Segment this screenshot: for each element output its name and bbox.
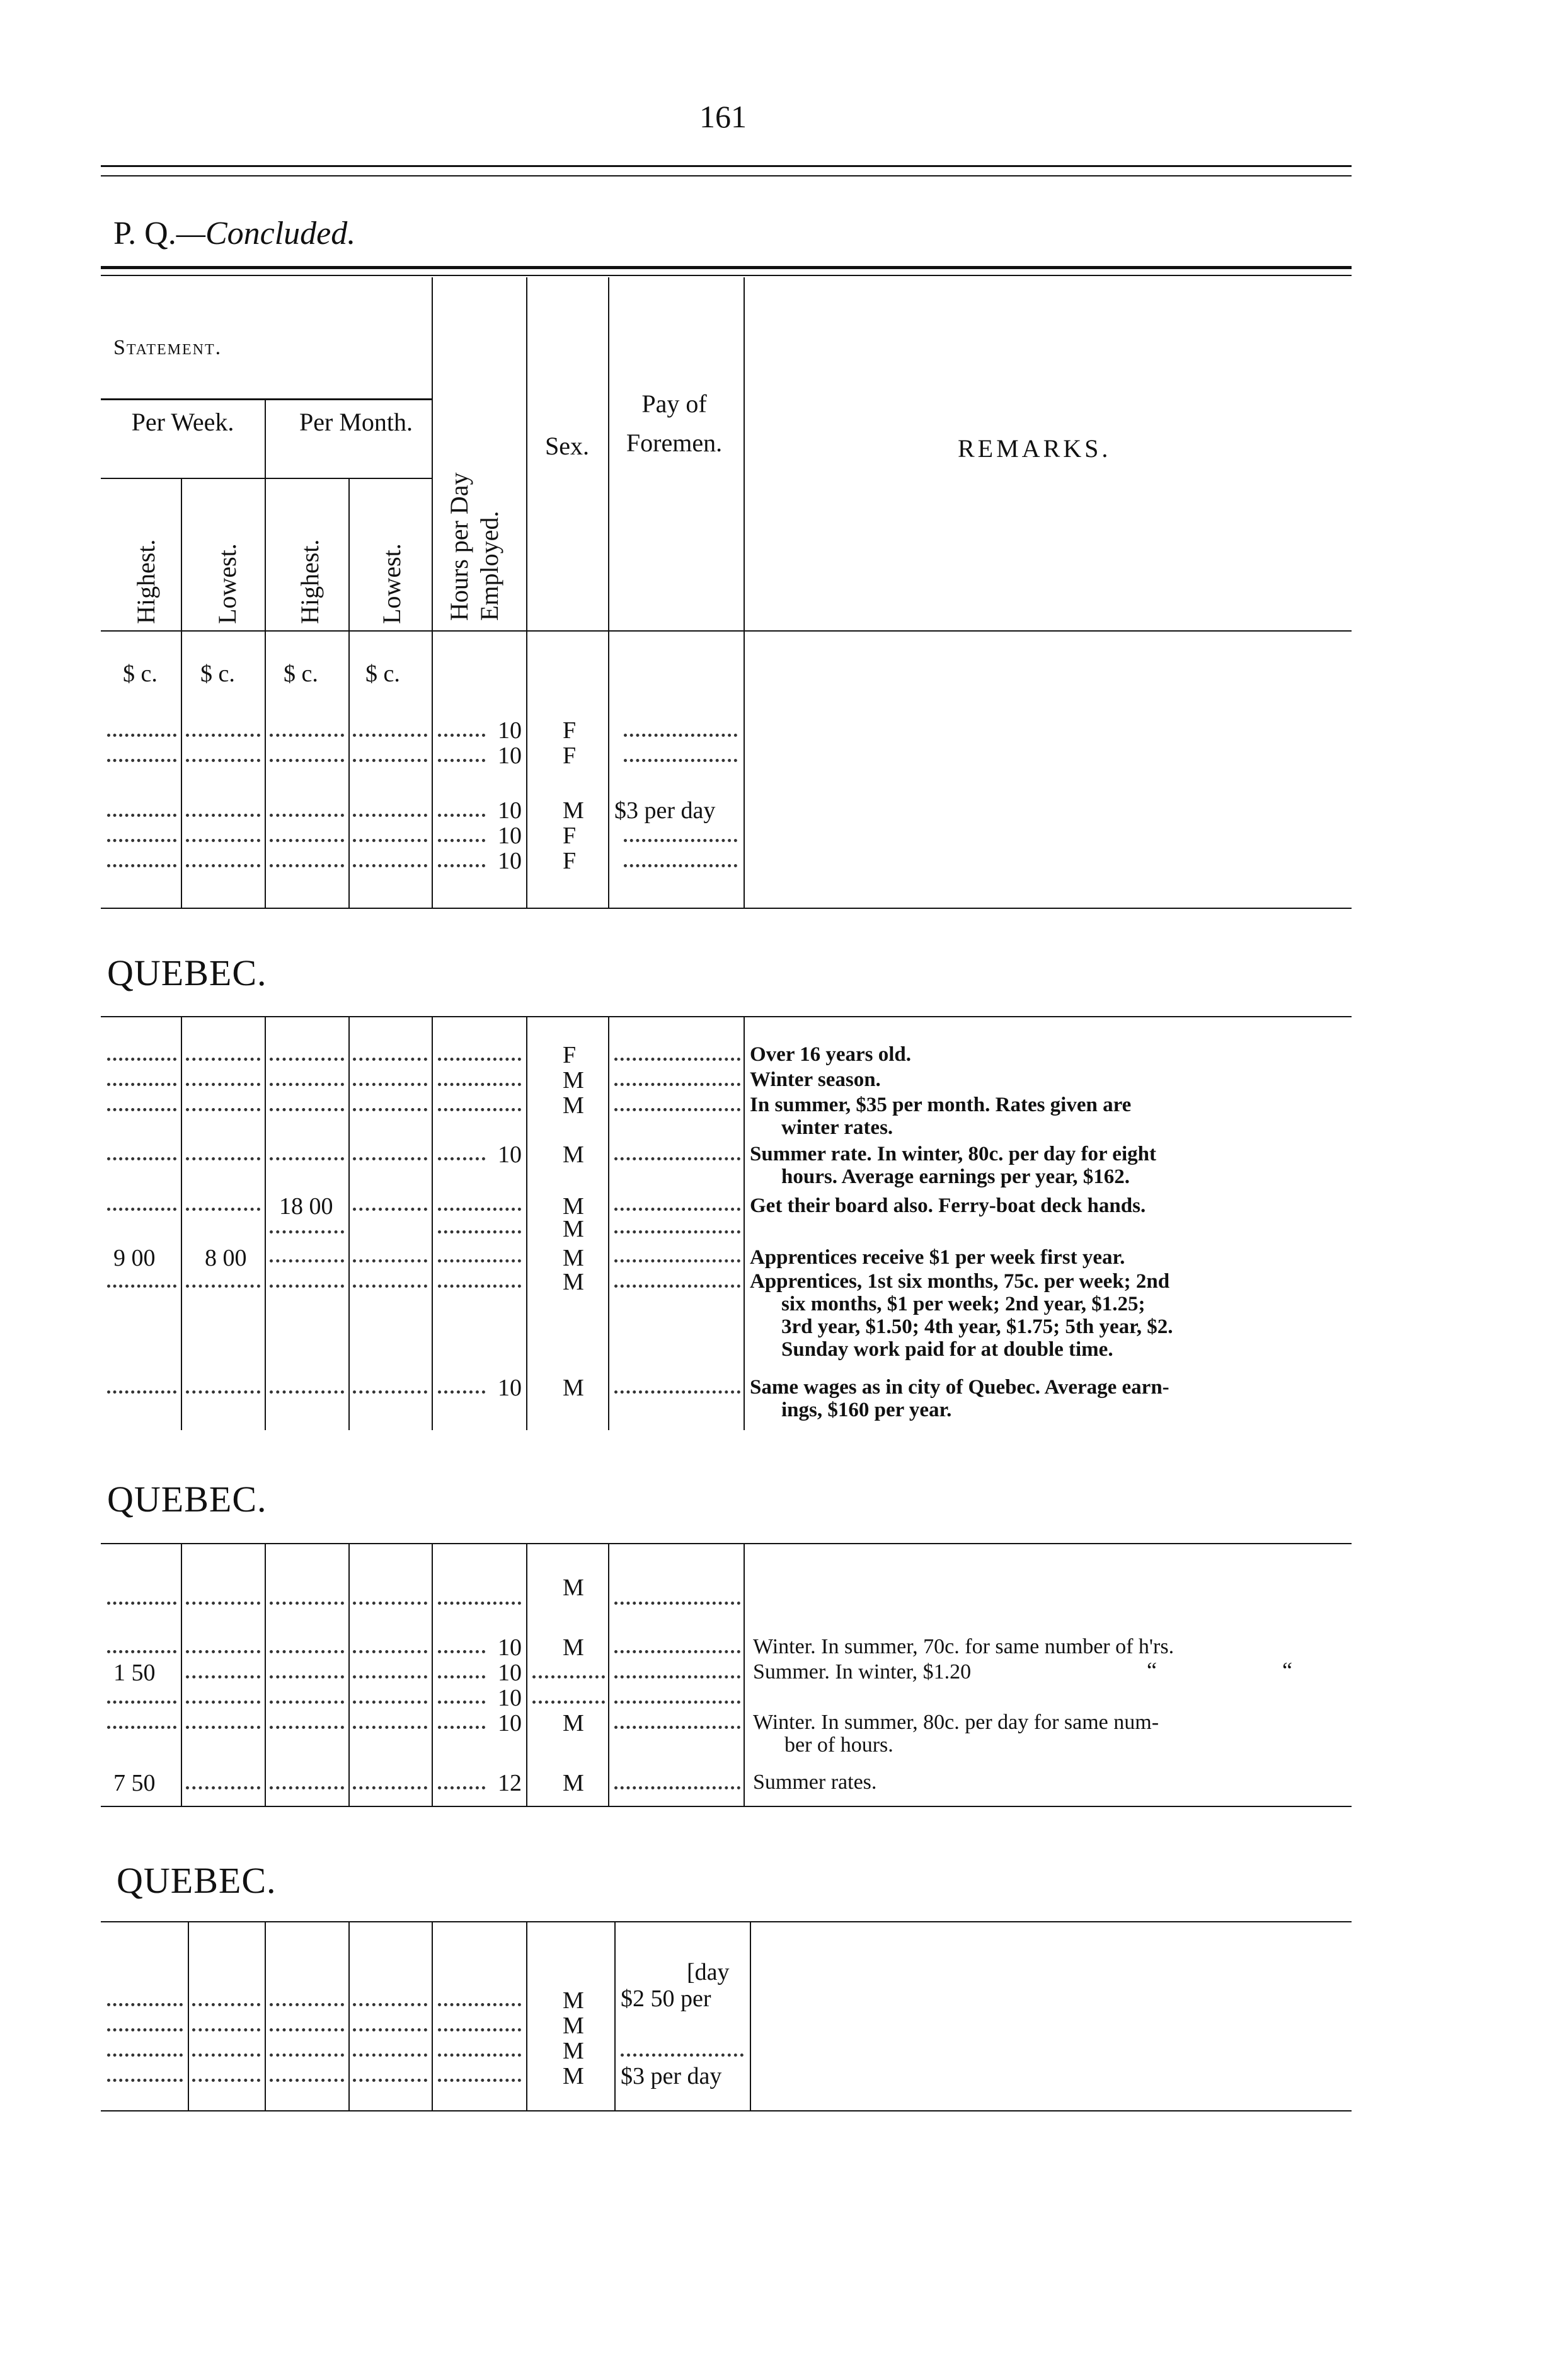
dots (438, 1697, 485, 1704)
dots (186, 1054, 260, 1061)
section3-title: QUEBEC. (117, 1860, 277, 1901)
s1-sex-4: M (563, 1141, 584, 1168)
dots (186, 730, 260, 737)
s2-sex-1: M (563, 1574, 584, 1601)
dots (270, 1697, 344, 1704)
dots (107, 1079, 176, 1086)
dots (438, 1227, 521, 1233)
dots (270, 835, 344, 842)
dots (614, 1204, 740, 1211)
s2-hours-2: 10 (498, 1660, 522, 1686)
dots (438, 860, 485, 867)
header-bottom-rule (101, 630, 1352, 632)
currency-month-high: $ c. (284, 661, 318, 687)
s2-rule-6 (608, 1544, 609, 1806)
dots (107, 2075, 183, 2082)
s3-pay-1: $2 50 per (621, 1985, 711, 2012)
s2-rule-7 (744, 1544, 745, 1806)
dots (614, 1387, 740, 1394)
dots (353, 1646, 427, 1653)
dots (438, 1256, 521, 1262)
currency-month-low: $ c. (365, 661, 400, 687)
dots (353, 1256, 427, 1262)
dots (624, 860, 737, 867)
section1-title: QUEBEC. (107, 952, 267, 993)
col-rule-3 (348, 479, 350, 908)
top-pay-3: $3 per day (614, 797, 716, 824)
dots (107, 2025, 183, 2031)
dots (353, 2075, 427, 2082)
dots (614, 1697, 740, 1704)
header-statement-rule (101, 398, 432, 400)
s2-remark-2: Summer. In winter, $1.20 (753, 1660, 972, 1684)
dots (614, 1281, 740, 1288)
dots (614, 1256, 740, 1262)
top-table-bottom-rule (101, 908, 1352, 909)
s2-remark-1: Winter. In summer, 70c. for same number of h'rs. (753, 1635, 1175, 1658)
s1-remark-3: In summer, $35 per month. Rates given are (750, 1094, 1132, 1116)
dots (270, 1079, 344, 1086)
s1-sex-3: M (563, 1092, 584, 1119)
dots (438, 1999, 521, 2006)
dots (270, 1153, 344, 1160)
dots (192, 2025, 260, 2031)
dots (107, 1598, 176, 1605)
dots (107, 1281, 176, 1288)
dots (438, 1281, 521, 1288)
dots (270, 810, 344, 817)
dots (353, 1598, 427, 1605)
s1-sex-5: M (563, 1193, 584, 1220)
dots (270, 1782, 344, 1789)
dots (353, 810, 427, 817)
dots (186, 835, 260, 842)
dots (186, 1204, 260, 1211)
dots (614, 1672, 740, 1678)
s1-rule-2 (265, 1017, 266, 1430)
dots (438, 1054, 521, 1061)
top-hours-1: 10 (498, 717, 522, 744)
dots (353, 1054, 427, 1061)
s1-remark-2: Winter season. (750, 1068, 881, 1091)
s1-rule-4 (432, 1017, 433, 1430)
dots (270, 1104, 344, 1111)
dots (438, 810, 485, 817)
dots (438, 730, 485, 737)
s1-rule-7 (744, 1017, 745, 1430)
s3-sex-2: M (563, 2013, 584, 2039)
s3-sex-3: M (563, 2038, 584, 2064)
dots (614, 1598, 740, 1605)
col-rule-5 (526, 277, 527, 908)
currency-week-low: $ c. (200, 661, 235, 687)
dots (614, 1104, 740, 1111)
currency-week-high: $ c. (123, 661, 158, 687)
dots (186, 1153, 260, 1160)
dots (353, 835, 427, 842)
dots (186, 1104, 260, 1111)
s1-remark-14: ings, $160 per year. (781, 1399, 952, 1421)
table-top-rule-2 (101, 275, 1352, 276)
s1-rule-1 (181, 1017, 182, 1430)
s1-month-high-18: 18 00 (279, 1193, 333, 1220)
dots (532, 1672, 605, 1678)
dots (186, 1697, 260, 1704)
top-hours-5: 10 (498, 848, 522, 874)
dots (614, 1079, 740, 1086)
s1-remark-13: Same wages as in city of Quebec. Average earn- (750, 1376, 1169, 1399)
s2-sex-3: M (563, 1710, 584, 1736)
s1-remark-10: six months, $1 per week; 2nd year, $1.25; (781, 1293, 1146, 1315)
dots (353, 1204, 427, 1211)
running-head (113, 217, 355, 250)
section2-title: QUEBEC. (107, 1479, 267, 1520)
dots (353, 1697, 427, 1704)
s1-remark-8: Apprentices receive $1 per week first year. (750, 1246, 1125, 1269)
section3-top-rule (101, 1921, 1352, 1922)
col-rule-4 (432, 277, 433, 908)
dots (532, 1697, 605, 1704)
running-head-italic: —Concluded. (176, 216, 356, 251)
s2-rule-5 (526, 1544, 527, 1806)
dots (186, 1387, 260, 1394)
s2-remark-5: Summer rates. (753, 1771, 877, 1794)
s1-remark-12: Sunday work paid for at double time. (781, 1338, 1113, 1361)
dots (438, 2050, 521, 2057)
s2-remark-4: ber of hours. (784, 1733, 893, 1757)
dots (192, 1999, 260, 2006)
s1-hours-2: 10 (498, 1375, 522, 1401)
s3-sex-1: M (563, 1987, 584, 2014)
s1-remark-9: Apprentices, 1st six months, 75c. per week; 2nd (750, 1270, 1170, 1293)
dots (107, 1697, 176, 1704)
top-hours-3: 10 (498, 797, 522, 824)
dots (186, 860, 260, 867)
s3-rule-3 (348, 1922, 350, 2111)
dots (614, 1153, 740, 1160)
dots (438, 755, 485, 762)
dots (107, 1104, 176, 1111)
dots (270, 2050, 344, 2057)
header-per-month: Per Month. (299, 408, 413, 436)
page-number: 161 (699, 99, 747, 134)
dots (107, 1387, 176, 1394)
dots (270, 1672, 344, 1678)
dots (107, 755, 176, 762)
s1-sex-1: F (563, 1042, 577, 1068)
dots (614, 1054, 740, 1061)
s1-week-low-8: 8 00 (205, 1245, 247, 1271)
header-per-week: Per Week. (131, 408, 234, 436)
dots (438, 1646, 485, 1653)
top-rule-1 (101, 165, 1352, 167)
dots (270, 1256, 344, 1262)
dots (186, 1281, 260, 1288)
s2-sex-2: M (563, 1634, 584, 1661)
header-week-lowest: Lowest. (213, 543, 241, 624)
dots (438, 835, 485, 842)
dots (621, 2050, 744, 2057)
s3-rule-1 (188, 1922, 189, 2111)
dots (270, 1387, 344, 1394)
s2-hours-1: 10 (498, 1634, 522, 1661)
dots (107, 1999, 183, 2006)
s2-rule-3 (348, 1544, 350, 1806)
s2-sex-4: M (563, 1770, 584, 1796)
col-rule-6 (608, 277, 609, 908)
dots (353, 730, 427, 737)
top-hours-2: 10 (498, 742, 522, 769)
dots (438, 1079, 521, 1086)
col-rule-7 (744, 277, 745, 908)
s1-sex-8: M (563, 1269, 584, 1295)
dots (270, 2075, 344, 2082)
s2-rule-1 (181, 1544, 182, 1806)
dots (353, 1782, 427, 1789)
s3-sex-4: M (563, 2063, 584, 2089)
dots (353, 2050, 427, 2057)
s2-hours-5: 12 (498, 1770, 522, 1796)
dots (270, 1227, 344, 1233)
dots (186, 1646, 260, 1653)
dots (438, 1104, 521, 1111)
header-remarks: REMARKS. (958, 434, 1111, 463)
top-sex-3: M (563, 797, 584, 824)
dots (107, 860, 176, 867)
s2-remark-3: Winter. In summer, 80c. per day for same num- (753, 1711, 1159, 1734)
s3-pay-bracket: [day (687, 1959, 730, 1985)
s1-hours-1: 10 (498, 1141, 522, 1168)
dots (107, 1722, 176, 1729)
dots (438, 2025, 521, 2031)
dots (353, 860, 427, 867)
s1-sex-2: M (563, 1067, 584, 1094)
dots (614, 1227, 740, 1233)
section2-top-rule (101, 1543, 1352, 1544)
dots (192, 2075, 260, 2082)
dots (438, 1782, 485, 1789)
dots (353, 755, 427, 762)
dots (438, 1722, 485, 1729)
dots (624, 835, 737, 842)
dots (438, 1672, 485, 1678)
header-hours-text: Hours per Day Employed. (445, 472, 503, 621)
dots (107, 1153, 176, 1160)
top-sex-1: F (563, 717, 577, 744)
s1-sex-6: M (563, 1216, 584, 1242)
s2-ditto-1: “ (1147, 1658, 1157, 1683)
section2-bottom-rule (101, 1806, 1352, 1807)
top-sex-4: F (563, 823, 577, 849)
dots (270, 2025, 344, 2031)
s2-rule-4 (432, 1544, 433, 1806)
dots (186, 755, 260, 762)
col-rule-2 (265, 398, 266, 908)
dots (353, 1153, 427, 1160)
dots (270, 860, 344, 867)
dots (614, 1782, 740, 1789)
header-statement: Statement. (113, 336, 222, 359)
dots (270, 1722, 344, 1729)
dots (107, 835, 176, 842)
top-sex-2: F (563, 742, 577, 769)
dots (438, 1204, 521, 1211)
dots (353, 1079, 427, 1086)
s2-week-high-1: 1 50 (113, 1660, 156, 1686)
s3-rule-4 (432, 1922, 433, 2111)
dots (107, 2050, 183, 2057)
dots (353, 1281, 427, 1288)
dots (107, 730, 176, 737)
dots (353, 2025, 427, 2031)
s1-rule-3 (348, 1017, 350, 1430)
dots (353, 1672, 427, 1678)
section1-top-rule (101, 1016, 1352, 1017)
dots (614, 1722, 740, 1729)
s1-rule-5 (526, 1017, 527, 1430)
dots (186, 1598, 260, 1605)
dots (270, 730, 344, 737)
s3-rule-5 (526, 1922, 527, 2111)
s1-remark-11: 3rd year, $1.50; 4th year, $1.75; 5th year, $2. (781, 1315, 1173, 1338)
dots (438, 1598, 521, 1605)
col-rule-1 (181, 479, 182, 908)
header-week-highest: Highest. (132, 539, 160, 624)
header-sex: Sex. (545, 432, 589, 460)
dots (353, 1999, 427, 2006)
dots (270, 1054, 344, 1061)
header-hours (444, 381, 505, 621)
dots (353, 1387, 427, 1394)
dots (270, 1281, 344, 1288)
dots (353, 1104, 427, 1111)
s1-week-high-9: 9 00 (113, 1245, 156, 1271)
dots (624, 755, 737, 762)
s2-hours-3: 10 (498, 1685, 522, 1711)
dots (614, 1646, 740, 1653)
s2-hours-4: 10 (498, 1710, 522, 1736)
table-top-rule-1 (101, 266, 1352, 269)
dots (270, 1598, 344, 1605)
header-per-rule (101, 478, 432, 479)
header-pay-foremen: Pay of Foremen. (626, 390, 723, 457)
dots (186, 1782, 260, 1789)
dots (107, 810, 176, 817)
s1-remark-1: Over 16 years old. (750, 1043, 912, 1066)
s1-remark-4: winter rates. (781, 1116, 893, 1139)
dots (186, 1672, 260, 1678)
s1-remark-6: hours. Average earnings per year, $162. (781, 1165, 1130, 1188)
s3-rule-6 (614, 1922, 616, 2111)
s1-remark-7: Get their board also. Ferry-boat deck hands. (750, 1194, 1146, 1217)
dots (270, 755, 344, 762)
top-hours-4: 10 (498, 823, 522, 849)
s2-ditto-2: “ (1282, 1658, 1292, 1683)
dots (186, 810, 260, 817)
s3-pay-2: $3 per day (621, 2063, 722, 2089)
s2-week-high-2: 7 50 (113, 1770, 156, 1796)
s1-remark-5: Summer rate. In winter, 80c. per day for eight (750, 1143, 1156, 1165)
s3-rule-7 (750, 1922, 751, 2111)
dots (107, 1204, 176, 1211)
s3-rule-2 (265, 1922, 266, 2111)
dots (270, 1999, 344, 2006)
section3-bottom-rule (101, 2110, 1352, 2111)
dots (270, 1646, 344, 1653)
dots (192, 2050, 260, 2057)
dots (438, 1387, 485, 1394)
s1-sex-9: M (563, 1375, 584, 1401)
top-rule-2 (101, 175, 1352, 176)
s1-rule-6 (608, 1017, 609, 1430)
dots (438, 2075, 521, 2082)
dots (107, 1054, 176, 1061)
dots (624, 730, 737, 737)
header-month-highest: Highest. (296, 539, 324, 624)
dots (107, 1646, 176, 1653)
s1-sex-7: M (563, 1245, 584, 1271)
s2-rule-2 (265, 1544, 266, 1806)
running-head-main: P. Q. (113, 216, 176, 251)
dots (353, 1722, 427, 1729)
dots (438, 1153, 485, 1160)
dots (186, 1722, 260, 1729)
header-month-lowest: Lowest. (377, 543, 406, 624)
dots (186, 1079, 260, 1086)
top-sex-5: F (563, 848, 577, 874)
